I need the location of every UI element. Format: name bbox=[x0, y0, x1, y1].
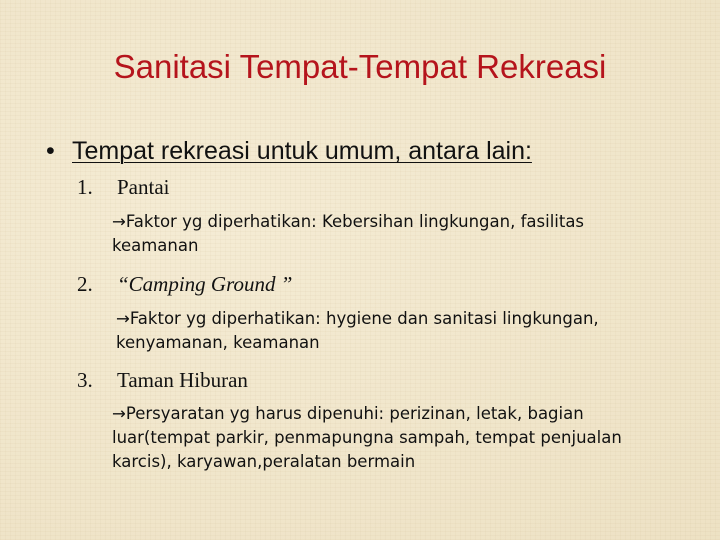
item-label: Pantai bbox=[117, 175, 170, 199]
main-bullet bbox=[46, 137, 532, 166]
item-number: 3. bbox=[77, 368, 93, 392]
slide-title: Sanitasi Tempat-Tempat Rekreasi bbox=[113, 48, 607, 85]
list-item-camping-ground bbox=[77, 272, 292, 297]
item-number: 2. bbox=[77, 272, 93, 296]
item-detail-taman-hiburan bbox=[112, 402, 672, 474]
item-detail-text: Faktor yg diperhatikan: Kebersihan lingkungan, fasilitas keamanan bbox=[112, 212, 585, 255]
item-label: Taman Hiburan bbox=[117, 368, 248, 392]
item-detail-pantai bbox=[112, 210, 642, 258]
arrow-icon: → bbox=[116, 309, 130, 328]
arrow-icon: → bbox=[112, 212, 126, 231]
list-item-taman-hiburan bbox=[77, 368, 248, 393]
item-detail-text: Persyaratan yg harus dipenuhi: perizinan, letak, bagian luar(tempat parkir, penmapungna sampah, tempat penjualan karcis), karyawan,peralatan bermain bbox=[112, 404, 622, 471]
bullet-marker: • bbox=[46, 137, 55, 165]
arrow-icon: → bbox=[112, 404, 126, 423]
list-item-pantai bbox=[77, 175, 170, 200]
item-detail-camping-ground bbox=[98, 307, 656, 355]
item-detail-text: Faktor yg diperhatikan: hygiene dan sanitasi lingkungan, kenyamanan, keamanan bbox=[116, 309, 599, 352]
bullet-text: Tempat rekreasi untuk umum, antara lain: bbox=[72, 137, 532, 165]
item-number: 1. bbox=[77, 175, 93, 199]
item-label: “Camping Ground ” bbox=[117, 272, 293, 296]
